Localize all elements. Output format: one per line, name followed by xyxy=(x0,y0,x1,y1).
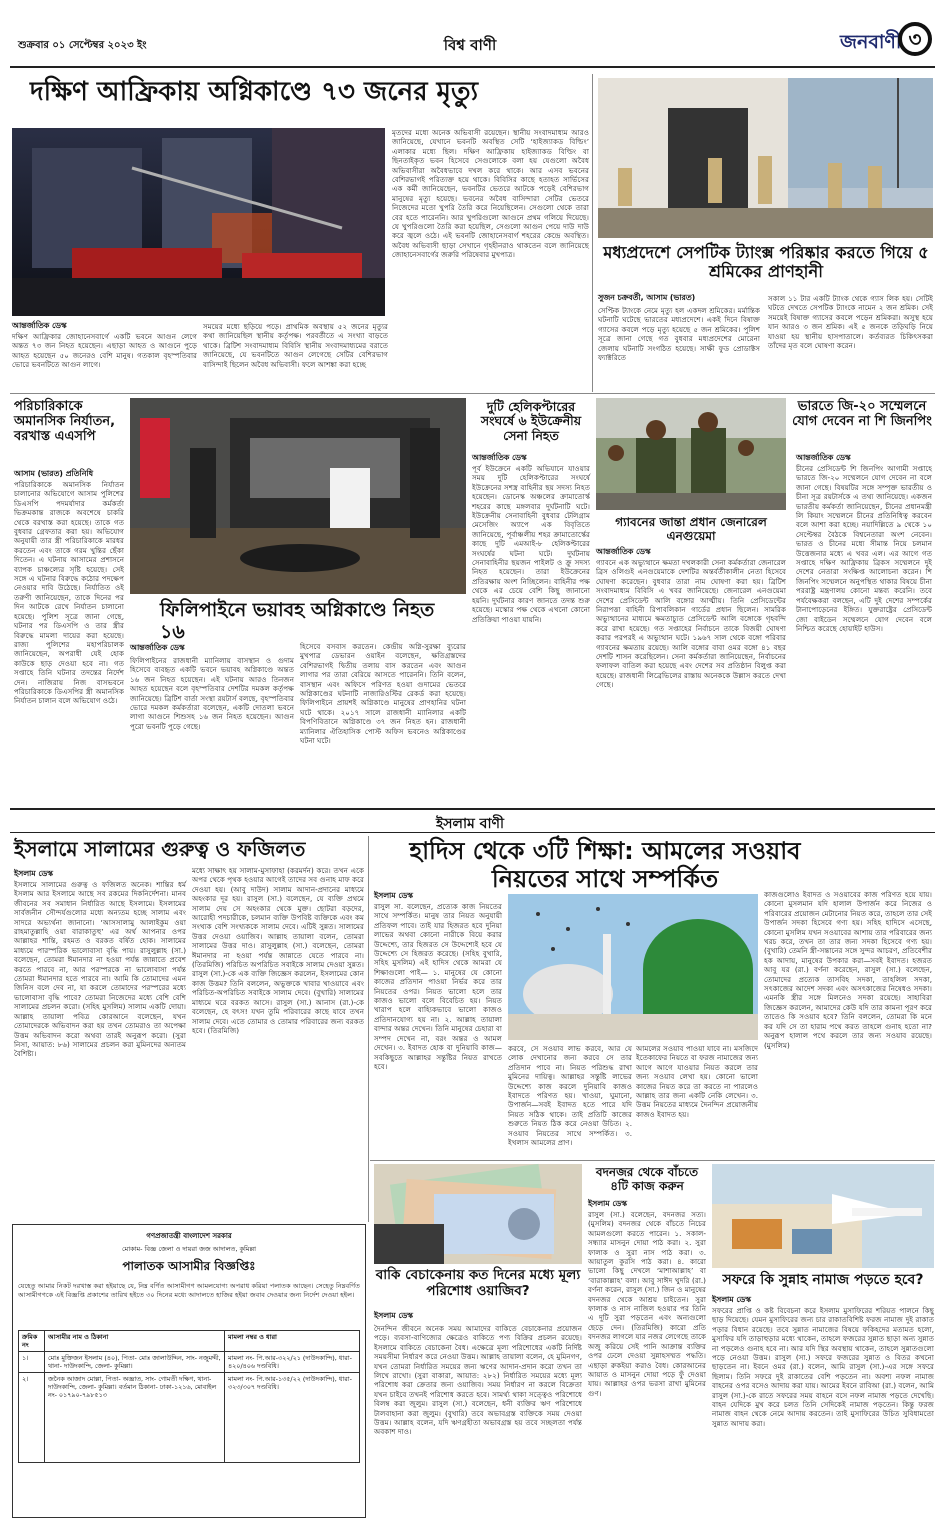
body-philippines-2: হিসেবে বসবাস করতেন। কেন্দ্রীয় অগ্নি-সুরক্ষা ব্যুরোর মুখপাত্র ডেভারন ওয়াইন বলেছেন, ক্ষতিগ্রস্তদের বেশিরভাগই দ্বিতীয় তলায় বাস করতেন এবং আগুন লাগার পর তারা বেরিয়ে আসতে পারেননি। তিনি বলেন, বাসস্থান এবং অফিসে পরিণত হওয়া গুদামের ভেতরে অগ্নিকাণ্ডের ঘটনাটি নাজারিওস্টির রেকর্ড করা হয়েছে। ফিলিপাইনে প্রায়শই অগ্নিকাণ্ডে মানুষের প্রাণহানির ঘটনা ঘটে থাকে। ২০১৭ সালে রাজধানী ম্যানিলার একটি বিপণিবিতানে অগ্নিকাণ্ডে ৩৭ জন নিহত হন। রাজধানী ম্যানিলার ঐতিহাসিক পোস্ট অফিস ভবনেও অগ্নিকাণ্ডের ঘটনা ঘটে। xyxy=(300,642,466,746)
byline-hadith: ইসলাম ডেস্ক xyxy=(374,891,413,900)
body-hadith-1: রাসুল সা. বলেছেন, প্রত্যেক কাজ নিয়তের সাথে সম্পর্কিত। মানুষ তার নিয়ত অনুযায়ী প্রতিফল পাবে। তাই যার হিজরত হবে দুনিয়া লাভের অথবা কোনো নারীকে বিয়ে করার উদ্দেশ্যে, তার হিজরত সে উদ্দেশ্যেই হবে যে উদ্দেশ্যে সে হিজরত করেছে। (সহিহ বুখারি, সহিহ মুসলিম) এই হাদিস থেকে আমরা যে শিক্ষাগুলো পাই— ১. মানুষের যে কোনো কাজের প্রতিদান পাওয়া নির্ভর করে তার নিয়তের ওপর। নিয়ত ভালো হলে তার কাজও ভালো বলে বিবেচিত হয়। নিয়ত খারাপ হলে বাহ্যিকভাবে ভালো কাজও প্রতিদানযোগ্য হয় না। ২. আল্লাহ তায়ালা বান্দার অন্তর দেখেন। তিনি মানুষের চেহারা বা সম্পদ দেখেন না, বরং অন্তর ও আমল দেখেন। ৩. ইবাদত হোক বা দুনিয়াবি কাজ—সবকিছুতে আল্লাহর সন্তুষ্টির নিয়ত রাখতে হবে। xyxy=(374,902,502,1071)
byline-mp-septic: সুজন চক্রবর্তী, আসাম (ভারত) xyxy=(598,293,696,302)
banknotes-image xyxy=(374,1164,582,1264)
photo-travel xyxy=(712,1164,934,1268)
ad-intro: যেহেতু আমার নিকট দরখাস্ত করা হইয়াছে যে, নিম্ন বর্ণিত আসামীগণ আমলযোগ্য অপরাধ করিয়া পলাতক আছেন। সেহেতু নিম্নবর্ণিত আসামীগণকে এই বিজ্ঞপ্তি প্রকাশের তারিখ হইতে ৩০ দিনের মধ্যে আদালতে হাজির হইয়া জবাব দেওয়ার জন্য নির্দেশ দেওয়া হইল। xyxy=(18,1282,360,1299)
photo-mosque xyxy=(508,894,758,1040)
headline-travel: সফরে কি সুন্নাহ নামাজ পড়তে হবে? xyxy=(722,1272,924,1288)
islam-section-title: ইসলাম বাণী xyxy=(436,816,504,832)
byline-salam: ইসলাম ডেস্ক xyxy=(14,869,53,878)
body-sa-fire-left: দক্ষিণ আফ্রিকার জোহানেসবার্গে একটি ভবনে আগুন লেগে অন্তত ৭৩ জন নিহত হয়েছেন। এছাড়া আহত ও আগুনে পুড়ে আহত হয়েছেন ৫০ জনেরও বেশি মানুষ। গতকাল বৃহস্পতিবার ভোরে ভবনটিতে আগুন লাগে। xyxy=(12,332,197,370)
page-number: ৩ xyxy=(898,22,932,56)
ad-header-line2: মোকাম- বিজ্ঞ জেলা ও দায়রা জজ আদালত, কুমিল্লা xyxy=(121,1245,257,1253)
headline-philippines: ফিলিপাইনে ভয়াবহ অগ্নিকাণ্ডে নিহত ১৬ xyxy=(160,599,435,643)
body-evil-eye: রাসুল (সা.) বলেছেন, বদনজর সত্য। (মুসলিম) বদনজর থেকে বাঁচতে নিচের আমলগুলো করতে পারেন। ১. সকাল-সন্ধ্যার মাসনুন দোয়া পাঠ করা। ২. সুরা ফালাক ও সুরা নাস পাঠ করা। ৩. আয়াতুল কুরসি পাঠ করা। ৪. কারো ভালো কিছু দেখলে ‘মাশাআল্লাহ’ বা ‘বারাকাল্লাহ’ বলা। আবু সাঈদ খুদরি (রা.) বর্ণনা করেন, রাসুল (সা.) জিন ও মানুষের বদনজর থেকে আশ্রয় চাইতেন। সুরা ফালাক ও নাস নাজিল হওয়ার পর তিনি এ দুটি সুরা পড়তেন এবং অন্যগুলো ছেড়ে দেন। (তিরমিজি) কারো প্রতি বদনজর লাগলে যার নজর লেগেছে তাকে অজু করিয়ে সেই পানি আক্রান্ত ব্যক্তির ওপর ঢেলে দেওয়া সুন্নাহসম্মত পদ্ধতি। এছাড়া রুকইয়া করাও বৈধ। কোরআনের আয়াত ও মাসনুন দোয়া পড়ে ফুঁ দেওয়া যায়। আল্লাহর ওপর ভরসা রাখা মুমিনের গুণ। xyxy=(588,1210,706,1398)
byline-evil-eye: ইসলাম ডেস্ক xyxy=(588,1199,627,1208)
ad-col-case: মামলা নম্বর ও ধারা xyxy=(225,1331,360,1352)
headline-hadith: হাদিস থেকে ৩টি শিক্ষা: আমলের সওয়াব নিয়তের সাথে সম্পর্কিত xyxy=(409,837,801,893)
islam-section-rule-bottom xyxy=(10,832,935,833)
byline-travel: ইসলাম ডেস্ক xyxy=(712,1295,751,1304)
byline-heli: আন্তর্জাতিক ডেস্ক xyxy=(472,453,527,462)
burnt-vehicle-image xyxy=(130,398,466,594)
headline-gabon: গ্যাবনের জান্তা প্রধান জেনারেল এনগুয়েমা xyxy=(615,515,767,543)
body-hadith-4: কাজগুলোও ইবাদত ও সওয়াবের কাজ পরিণত হয়ে যায়। কোনো মুসলমান যদি হালাল উপার্জন করে নিজের ও পরিবারের প্রয়োজন মেটানোর নিয়ত করে, তাহলে তার সেই উপার্জন সদকা হিসেবে গণ্য হয়। সহিহ হাদিসে এসেছে, কোনো মুসলিম যখন সওয়াবের আশায় তার পরিবারের জন্য খরচ করে, তখন তা তার জন্য সদকা হিসেবে গণ্য হয়। (বুখারি) তেমনি স্ত্রী-সন্তানের সঙ্গে সুন্দর আচরণ, প্রতিবেশীর হক আদায়, মানুষের উপকার করা—সবই ইবাদত। হজরত আবু যর (রা.) বর্ণনা করেছেন, রাসুল (সা.) বলেছেন, তোমাদের প্রত্যেক তাসবিহ সদকা, তাহলিল সদকা, সৎকাজের আদেশ সদকা এবং অসৎকাজের নিষেধও সদকা। এমনকি স্ত্রীর সঙ্গে মিলনেও সদকা রয়েছে। সাহাবিরা জিজ্ঞেস করলেন, আমাদের কেউ যদি তার কামনা পূরণ করে তাতেও কি সওয়াব হবে? তিনি বললেন, তোমরা কি মনে কর যদি সে তা হারাম পথে করত তাহলে গুনাহ হতো না? অনুরূপ হালাল পথে করলে তার জন্য সওয়াব রয়েছে। (মুসলিম) xyxy=(764,890,932,1050)
headline-g20: ভারতে জি-২০ সম্মেলনে যোগ দেবেন না শি জিনপিং xyxy=(792,399,932,429)
body-g20: চীনের প্রেসিডেন্ট শি জিনপিং আগামী সপ্তাহে ভারতে জি-২০ সম্মেলনে যোগ দেবেন না বলে জানা গেছে। বিষয়টির সঙ্গে সম্পৃক্ত ভারতীয় ও চীনা সূত্র রয়টার্সকে এ তথ্য জানিয়েছে। একজন ভারতীয় কর্মকর্তা জানিয়েছেন, চীনের প্রধানমন্ত্রী লি কিয়াং সম্মেলনে চীনের প্রতিনিধিত্ব করবেন বলে আশা করা হচ্ছে। নয়াদিল্লিতে ৯ থেকে ১০ সেপ্টেম্বর বৈঠকে বিশ্বনেতারা অংশ নেবেন। ভারত ও চীনের মধ্যে সীমান্ত নিয়ে চলমান উত্তেজনার মধ্যে এ খবর এল। এর আগে গত সপ্তাহে দক্ষিণ আফ্রিকায় ব্রিকস সম্মেলনে দুই দেশের নেতারা সংক্ষিপ্ত আলোচনা করেন। শি জিনপিং সম্মেলনে অনুপস্থিত থাকার বিষয়ে চীনা পররাষ্ট্র মন্ত্রণালয় কোনো মন্তব্য করেনি। তবে পর্যবেক্ষকরা বলছেন, এটি দুই দেশের সম্পর্কের টানাপোড়েনের ইঙ্গিত। যুক্তরাষ্ট্রের প্রেসিডেন্ট জো বাইডেন সম্মেলনে যোগ দেবেন বলে নিশ্চিত করেছে হোয়াইট হাউস। xyxy=(796,464,932,633)
body-philippines-1: ফিলিপাইনের রাজধানী ম্যানিলায় বাসস্থান ও গুদাম হিসেবে ব্যবহৃত একটি ভবনে ভয়াবহ অগ্নিকাণ্ডে অন্তত ১৬ জন নিহত হয়েছেন। এই ঘটনায় আরও তিনজন আহত হয়েছেন বলে বৃহস্পতিবার দেশটির দমকল কর্তৃপক্ষ জানিয়েছে। ব্রিটিশ বার্তা সংস্থা রয়টার্স বলছে, বৃহস্পতিবার ভোরে দমকল কর্মকর্তারা বলেছেন, একটি দোতলা ভবনে লাগা আগুনে শিশুসহ ১৬ জন নিহত হয়েছেন। আগুন পুরো ভবনটি পুড়ে গেছে। xyxy=(130,656,294,731)
ad-col-name: আসামীর নাম ও ঠিকানা xyxy=(45,1331,225,1352)
ad-title: পালাতক আসামীর বিজ্ঞপ্তিঃ xyxy=(122,1259,256,1273)
body-debt: দৈনন্দিন জীবনে অনেক সময় আমাদের বাকিতে বেচাকেনার প্রয়োজন পড়ে। ব্যবসা-বাণিজ্যের ক্ষেত্রেও বাকিতে পণ্য বিক্রির প্রচলন রয়েছে। ইসলামে বাকিতে বেচাকেনা বৈধ। এক্ষেত্রে মূল্য পরিশোধের একটি নির্দিষ্ট সময়সীমা নির্ধারণ করে নেওয়া উত্তম। আল্লাহ তায়ালা বলেন, হে মুমিনগণ, যখন তোমরা নির্ধারিত সময়ের জন্য ঋণের আদান-প্রদান করো তখন তা লিখে রাখো। (সুরা বাকারা, আয়াত: ২৮২) নির্ধারিত সময়ের মধ্যে মূল্য পরিশোধ করা ক্রেতার জন্য ওয়াজিব। সময় নির্ধারণ না করলে বিক্রেতা যখন চাইবে তখনই পরিশোধ করতে হবে। সামর্থ্য থাকা সত্ত্বেও পরিশোধে বিলম্ব করা জুলুম। রাসুল (সা.) বলেছেন, ধনী ব্যক্তির ঋণ পরিশোধে টালবাহানা করা জুলুম। (বুখারি) তবে অভাবগ্রস্ত ব্যক্তিকে সময় দেওয়া উত্তম। আল্লাহ বলেন, যদি ঋণগ্রহীতা অভাবগ্রস্ত হয় তবে সচ্ছলতা পর্যন্ত অবকাশ দাও। xyxy=(374,1324,582,1437)
table-row xyxy=(19,1373,360,1463)
body-gabon: গ্যাবনে এক অভ্যুত্থানে ক্ষমতা দখলকারী সেনা কর্মকর্তারা জেনারেল ব্রিস ওলিগুই এনগুয়েমাকে দেশটির অন্তর্বর্তীকালীন নেতা হিসেবে ঘোষণা করেছেন। বুধবার তারা নাম ঘোষণা করা হয়। ব্রিটিশ সংবাদমাধ্যম বিবিসি এ খবর জানিয়েছে। জেনারেল এনগুয়েমা দেশের প্রেসিডেন্ট আলি বঙ্গোর আত্মীয়। তিনি প্রেসিডেন্টের নিরাপত্তা বাহিনী রিপাবলিকান গার্ডের প্রধান ছিলেন। সামরিক অভ্যুত্থানের মাধ্যমে ক্ষমতাচ্যুত প্রেসিডেন্ট আলি বঙ্গোকে গৃহবন্দি করে রাখা হয়েছে। গত সপ্তাহের নির্বাচনে তাকে বিজয়ী ঘোষণা করার পরপরই এ অভ্যুত্থান ঘটে। ১৯৬৭ সাল থেকে বঙ্গো পরিবার গ্যাবনের ক্ষমতায় রয়েছে। আলি বঙ্গোর বাবা ওমর বঙ্গো ৪১ বছর দেশটি শাসন করেছিলেন। সেনা কর্মকর্তারা জানিয়েছেন, নির্বাচনের ফলাফল বাতিল করা হয়েছে এবং দেশের সব প্রতিষ্ঠান বিলুপ্ত করা হয়েছে। রাজধানী লিব্রেভিলের রাস্তায় অনেককে উল্লাস করতে দেখা গেছে। xyxy=(596,558,786,690)
ad-header-line1: গণপ্রজাতন্ত্রী বাংলাদেশ সরকার xyxy=(146,1232,232,1240)
byline-sa-fire: আন্তর্জাতিক ডেস্ক xyxy=(12,321,67,330)
row-divider xyxy=(10,393,935,394)
photo-banknotes xyxy=(374,1164,582,1264)
ad-row-name: মোঃ মুক্তিজন ইসলাম (৪০), পিতা- মোঃ জালাউদ্দিন, সাং- নজুমদ্দী, থানা- দাউদকান্দি, জেলা- কুমিল্লা। xyxy=(45,1352,225,1373)
headline-mp-septic: মধ্যপ্রদেশে সেপটিক ট্যাংক্স পরিষ্কার করতে গিয়ে ৫ শ্রমিকের প্রাণহানী xyxy=(603,243,929,281)
islam-section-rule-top xyxy=(10,808,935,810)
fire-scene-image xyxy=(12,128,385,316)
photo-mp-septic xyxy=(598,78,933,238)
column-divider xyxy=(592,74,593,392)
crowd-celebration-image xyxy=(596,398,786,510)
airplane-map-image xyxy=(712,1164,934,1268)
body-mp-septic-1: সেপ্টিক ট্যাংকে নেমে মৃত্যু হল একদল শ্রমিকের। মর্মান্তিক ঘটনাটি ঘটেছে ভারতের মধ্যপ্রদেশে। একই দিনে বিষাক্ত গ্যাসের কবলে পড়ে মৃত্যু হয়েছে ৫ জন শ্রমিকের। পুলিশ সূত্রে জানা গেছে গত বুধবার মধ্যপ্রদেশের মোরেনা জেলায় ঘটনাটি সংগঠিত হয়েছে। সাক্ষী ফুড প্রোডাক্টস ফ্যাক্টরিতে xyxy=(598,306,760,363)
ad-table xyxy=(18,1330,360,1463)
body-heli: পূর্ব ইউক্রেনে একটি অভিযানে যাওয়ার সময় দুটি হেলিকপ্টারের সংঘর্ষে ইউক্রেনের সশস্ত্র বাহিনীর ছয় সদস্য নিহত হয়েছেন। ডোনেস্ক অঞ্চলের ক্রামাতোর্স্ক শহরের কাছে মঙ্গলবার দুর্ঘটনাটি ঘটে। ইউক্রেনীয় সেনাবাহিনী বুধবার টেলিগ্রাম মেসেজিং অ্যাপে এক বিবৃতিতে জানিয়েছে, পূর্বাঞ্চলীয় শহর ক্রামাতোর্স্কের কাছে দুটি এমআই-৮ হেলিকপ্টারের সংঘর্ষের ঘটনা ঘটে। দুর্ঘটনায় সেনাবাহিনীর ছয়জন পাইলট ও ক্রু সদস্য নিহত হয়েছেন। তারা ইউক্রেনের প্রতিরক্ষায় অংশ নিচ্ছিলেন। বাহিনীর পক্ষ থেকে এর চেয়ে বেশি কিছু জানানো হয়নি। দুর্ঘটনার কারণ জানতে তদন্ত শুরু হয়েছে। মস্কোর পক্ষ থেকে এখনো কোনো প্রতিক্রিয়া পাওয়া যায়নি। xyxy=(472,464,590,624)
byline-gabon: আন্তর্জাতিক ডেস্ক xyxy=(596,547,651,556)
body-nursing: পরিচারিকাকে অমানসিক নির্যাতন চালানোর অভিযোগে আসাম পুলিশের ডিএসপি পদমর্যাদার কর্মকর্তা ভিক্রমকান্ত রাজকে অবশেষে চাকরি থেকে বরখাস্ত করা হয়েছে। তাকে গত বুধবার গ্রেফতার করা হয়। অভিযোগ অনুযায়ী তার স্ত্রী পরিচারিকাকে মারধর করতেন এবং তাকে গরম খুন্তির ছেঁকা দিতেন। এ ঘটনায় আসামের প্রশাসনে ব্যাপক চাঞ্চল্যের সৃষ্টি হয়েছে। সেই সঙ্গে এ ঘটনার বিরুদ্ধে কঠোর পদক্ষেপ নেওয়ার দাবি উঠেছে। নির্যাতিত ওই তরুণী জানিয়েছেন, তাকে দিনের পর দিন আটকে রেখে নির্যাতন চালানো হয়েছে। পুলিশ সূত্রে জানা গেছে, ঘটনার পর ডিএসপি ও তার স্ত্রীর বিরুদ্ধে মামলা দায়ের করা হয়েছে। রাজ্য পুলিশের মহাপরিচালক জানিয়েছেন, অপরাধী যেই হোক কাউকে ছাড় দেওয়া হবে না। গত সপ্তাহে তিনি ঘটনার তদন্তের নির্দেশ দেন। নাজিরায় নিজ বাসভবনে পরিচারিকাকে ডিএসপির স্ত্রী অমানসিক নির্যাতন চালান বলে অভিযোগ ওঠে। xyxy=(14,480,124,706)
ad-col-no: ক্রমিক নং xyxy=(19,1331,45,1352)
byline-g20: আন্তর্জাতিক ডেস্ক xyxy=(796,453,851,462)
row-divider xyxy=(370,1160,935,1161)
body-salam-2: মধ্যে সাক্ষাৎ হয় সালাম-মুসাফাহা (করমর্দন) করে। তখন একে অপর থেকে পৃথক হওয়ার আগেই তাদের সব গুনাহ মাফ করে দেওয়া হয়। (আবু দাউদ) সালাম আদান-প্রদানের মাধ্যমে অহংকার দূর হয়। রাসুল (সা.) বলেছেন, যে ব্যক্তি প্রথমে সালাম দেয় সে অহংকার থেকে মুক্ত। ছোটরা বড়দের, আরোহী পদচারীকে, চলমান ব্যক্তি উপবিষ্ট ব্যক্তিকে এবং কম সংখ্যক বেশি সংখ্যককে সালাম দেবে। এটিই সুন্নত। সালামের উত্তর দেওয়া ওয়াজিব। আল্লাহ তায়ালা বলেন, তোমরা সালামের উত্তর দাও। রাসুলুল্লাহ (সা.) বলেছেন, তোমরা ঈমানদার না হওয়া পর্যন্ত জান্নাতে যেতে পারবে না। (তিরমিজি) পরিচিত অপরিচিত সবাইকে সালাম দেওয়া সুন্নত। রাসুল (সা.)-কে এক ব্যক্তি জিজ্ঞেস করলেন, ইসলামের কোন কাজ উত্তম? তিনি বললেন, অভুক্তকে খাবার খাওয়াবে এবং পরিচিত-অপরিচিত সবাইকে সালাম দেবে। (বুখারি) সালামের মাধ্যমে ঘরে বরকত আসে। রাসুল (সা.) আনাস (রা.)-কে বলেছেন, হে বৎস! যখন তুমি পরিবারের কাছে যাবে তখন সালাম দেবে। এতে তোমার ও তোমার পরিবারের জন্য বরকত হবে। (তিরমিজি) xyxy=(192,866,364,1035)
ad-row-no: ১। xyxy=(19,1352,45,1373)
column-divider xyxy=(368,836,369,1222)
issue-date: শুক্রবার ০১ সেপ্টেম্বর ২০২৩ ইং xyxy=(18,40,147,51)
byline-debt: ইসলাম ডেস্ক xyxy=(374,1311,413,1320)
headline-heli: দুটি হেলিকপ্টারের সংঘর্ষে ৬ ইউক্রেনীয় সেনা নিহত xyxy=(480,399,582,443)
ad-row-case: মামলা নং- পি.আর-৩২২/২১ (দাউদকান্দি), ধারা- ৪২০/৪০৬ দণ্ডবিধি। xyxy=(225,1352,360,1373)
headline-salam: ইসলামে সালামের গুরুত্ব ও ফজিলত xyxy=(14,837,306,861)
photo-gabon xyxy=(596,398,786,510)
legal-notice-ad xyxy=(12,1224,366,1518)
headline-sa-fire: দক্ষিণ আফ্রিকায় অগ্নিকাণ্ডে ৭৩ জনের মৃত্যু xyxy=(30,77,479,107)
headline-nursing: পরিচারিকাকে অমানসিক নির্যাতন, বরখাস্ত এএসপি xyxy=(14,399,116,444)
body-sa-fire-mid: সময়ের মধ্যে ছড়িয়ে পড়ে। প্রাথমিক অবস্থায় ৫২ জনের মৃত্যুর কথা জানিয়েছিল স্থানীয় কর্তৃপক্ষ। পরবর্তীতে এ সংখ্যা বাড়তে থাকে। ব্রিটিশ সংবাদমাধ্যম বিবিসি স্থানীয় সংবাদমাধ্যমের বরাতে জানিয়েছে, যে ভবনটিতে আগুন লেগেছে সেটির বেশিরভাগ বাসিন্দাই ছিলেন অবৈধ অভিবাসী। ফলে আশঙ্কা করা হচ্ছে xyxy=(203,322,388,369)
photo-philippines xyxy=(130,398,466,594)
body-salam-1: ইসলামে সালামের গুরুত্ব ও ফজিলত অনেক। শান্তির ধর্ম ইসলাম আর ইসলামে আছে সব রকমের দিকনির্দেশনা। মানব জীবনের সব সমাধান নির্ধারিত আছে ইসলামে। ইসলামের সার্বজনীন সৌন্দর্যগুলোর মধ্যে অন্যতম হচ্ছে সালাম এবং সাদরে অভ্যর্থনা জানানো। ‘আসসালামু আলাইকুম ওয়া রাহমাতুল্লাহি ওয়া বারাকাতুহু’ এর অর্থ আপনার ওপর আল্লাহর শান্তি, রহমত ও বরকত বর্ষিত হোক। সালামের মাধ্যমে পারস্পরিক ভালোবাসা বৃদ্ধি পায়। রাসুলুল্লাহ (সা.) বলেছেন, তোমরা ঈমানদার না হওয়া পর্যন্ত জান্নাতে প্রবেশ করতে পারবে না, আর পরস্পরকে না ভালোবাসা পর্যন্ত তোমরা ঈমানদার হতে পারবে না। আমি কি তোমাদের এমন জিনিস বলে দেব না, যা করলে তোমাদের পরস্পরের মধ্যে ভালোবাসা বৃদ্ধি পাবে? তোমরা নিজেদের মধ্যে বেশি বেশি সালামের প্রচলন করো। (সহিহ মুসলিম) সালাম একটি দোয়া। আল্লাহ তায়ালা পবিত্র কোরআনে বলেছেন, যখন তোমাদেরকে অভিবাদন করা হয় তখন তোমরাও তা অপেক্ষা উত্তম অভিবাদন করো অথবা তারই অনুরূপ করো। (সুরা নিসা, আয়াত: ৮৬) সালামের প্রচলন করা মুমিনদের অন্যতম বৈশিষ্ট্য। xyxy=(14,880,186,1059)
table-row xyxy=(19,1352,360,1373)
body-travel: সফরের প্রাপ্তি ও কষ্ট বিবেচনা করে ইসলাম মুসাফিরের শরিয়ত পালনে কিছু ছাড় দিয়েছে। যেমন মুসাফিরের জন্য চার রাকাতবিশিষ্ট ফরজ নামাজ দুই রাকাত পড়ার বিধান রয়েছে। তবে সুন্নাত নামাজের বিষয়ে ফকিহদের মতামত হলো, মুসাফির যদি তাড়াহুড়ার মধ্যে থাকেন, তাহলে ফজরের সুন্নাত ছাড়া অন্য সুন্নাত না পড়লেও গুনাহ হবে না। আর যদি স্থির অবস্থায় থাকেন, তাহলে সুন্নাতগুলো পড়ে নেওয়া উত্তম। রাসুল (সা.) সফরে ফজরের সুন্নাত ও বিতর কখনো ছাড়তেন না। ইবনে ওমর (রা.) বলেন, আমি রাসুল (সা.)-এর সঙ্গে সফরে ছিলাম। তিনি সফরে দুই রাকাতের বেশি পড়তেন না। অবশ্য নফল নামাজ বাহনের ওপর বসেও আদায় করা যায়। আমের ইবনে রাবিআ (রা.) বলেন, আমি রাসুল (সা.)-কে রাতে সফরের সময় বাহনে বসে নফল নামাজ পড়তে দেখেছি। বাহন যেদিকে মুখ করে চলত তিনি সেদিকেই নামাজ পড়তেন। কিন্তু ফরজ নামাজ বাহন থেকে নেমে আদায় করতেন। তাই মুসাফিরের উচিত সুবিধামতো সুন্নাত আদায় করা। xyxy=(712,1306,934,1428)
byline-philippines: আন্তর্জাতিক ডেস্ক xyxy=(130,643,185,652)
photo-sa-fire xyxy=(12,128,385,316)
police-scene-image xyxy=(598,78,933,238)
logo-text: জনবাণী xyxy=(840,31,902,53)
body-mp-septic-2: সকাল ১১ টার একটি ট্যাংক থেকে গ্যাস লিক হয়। সেটিই ঘটতে দেখতে সেপটিক ট্যাংকে নামেন ২ জন শ্রমিক। সেই সময়েই বিষাক্ত গ্যাসের কবলে পড়েন শ্রমিকরা। অসুস্থ হয়ে যান আরও ৩ জন শ্রমিক। এই ৫ জনকে তড়িঘড়ি নিয়ে যাওয়া হয় স্থানীয় হাসপাতালে। কর্তব্যরত চিকিৎসকরা তাঁদের মৃত বলে ঘোষণা করেন। xyxy=(768,294,933,351)
ad-row-name: জনৈক আজাদ মোল্লা, পিতা- অজ্ঞাত, সাং- গোমতী দক্ষিণ, থানা- দাউদকান্দি, জেলা- কুমিল্লা। বর্তমান ঠিকানা- ঢাকা-১২১৬, মোবাইল নং- ০১৭৯০-৭৯৮৫১৩ xyxy=(45,1373,225,1463)
headline-debt: বাকি বেচাকেনায় কত দিনের মধ্যে মূল্য পরিশোধ ওয়াজিব? xyxy=(375,1267,581,1299)
byline-nursing: আসাম (ভারত) প্রতিনিধি xyxy=(14,469,93,478)
body-sa-fire-right: মৃতদের মধ্যে অনেক অভিবাসী রয়েছেন। স্থানীয় সংবাদমাধ্যম আরও জানিয়েছে, যেখানে ভবনটি অবস্থিত সেটি ‘হাইজ্যাকড বিল্ডিং’ এলাকার মধ্যে ছিল। দক্ষিণ আফ্রিকায় হাইজ্যাকড বিল্ডিং বা ছিনতাইকৃত ভবন হিসেবে সেগুলোকে বলা হয় যেগুলো অবৈধ অভিবাসীরা অবৈধভাবে দখল করে থাকে। আর এসব ভবনের বেশিরভাগই পরিত্যক্ত হয়ে থাকে। বিবিসির কাছে হতাহত সার্ভিসের এক কর্মী জানিয়েছেন, ভবনটির ভেতরে আটকে পড়েই বেশিরভাগ মানুষের মৃত্যু হয়েছে। ভবনের অবৈধ বাসিন্দারা সেটির ভেতরে নিজেদের মতো খুপরি তৈরি করে নিয়েছিলেন। সেগুলো থেকে তারা বের হতে পারেননি। আর খুপরিগুলো আগুনে প্রথম গলিয়ে দিয়েছে। যে খুপরিগুলো তৈরি করা হয়েছিল, সেগুলো আগুন পেয়ে দাউ দাউ করে জ্বলে ওঠে। এই ভবনটি জোহানেসবার্গ শহরের কেন্দ্রে অবস্থিত। অবৈধ অভিবাসী ছাড়া সেখানে গৃহহীনরাও থাকতেন বলে জানিয়েছে জোহানেসবার্গের জরুরি পরিষেবার মুখপাত্র। xyxy=(392,128,589,260)
body-hadith-3: আমলের সওয়াব পাওয়া যাবে না। মসজিদে ইতেকাফের নিয়তে বা ফরজ নামাজের জন্য আগে আগে যাওয়ার নিয়ত করলে তার জন্য সওয়াব লেখা হয়। কোনো ভালো কাজের নিয়ত করে তা করতে না পারলেও আল্লাহ তার জন্য একটি নেকি লেখেন। ৩. উত্তম নিয়তের মাধ্যমে দৈনন্দিন প্রয়োজনীয় কাজও ইবাদত হয়। xyxy=(636,1044,758,1119)
mosque-dome-image xyxy=(508,894,758,1040)
page-section-title: বিশ্ব বাণী xyxy=(443,36,497,54)
body-hadith-2: করবে, সে সওয়াব লাভ করবে, আর যে লোক দেখানোর জন্য করবে সে তার প্রতিদান পাবে না। নিয়ত পরিশুদ্ধ রাখা মুমিনের দায়িত্ব। আল্লাহর সন্তুষ্টি লাভের উদ্দেশ্যে কাজ করলে দুনিয়াবি কাজও ইবাদতে পরিণত হয়। খাওয়া, ঘুমানো, উপার্জন—সবই ইবাদত হতে পারে যদি নিয়ত সঠিক থাকে। তাই প্রতিটি কাজের শুরুতে নিয়ত ঠিক করে নেওয়া উচিত। ২. সওয়াব নিয়তের সাথে সম্পর্কিত। ৩. ইখলাস আমলের প্রাণ। xyxy=(508,1044,632,1148)
newspaper-logo xyxy=(840,22,930,64)
ad-row-no: ২। xyxy=(19,1373,45,1463)
headline-evil-eye: বদনজর থেকে বাঁচতে ৪টি কাজ করুন xyxy=(595,1165,699,1193)
ad-row-case: মামলা নং- পি.আর-১৩৫/২২ (দাউদকান্দি), ধারা- ৩২৩/৩০৭ দণ্ডবিধি। xyxy=(225,1373,360,1463)
masthead-rule xyxy=(10,66,935,68)
